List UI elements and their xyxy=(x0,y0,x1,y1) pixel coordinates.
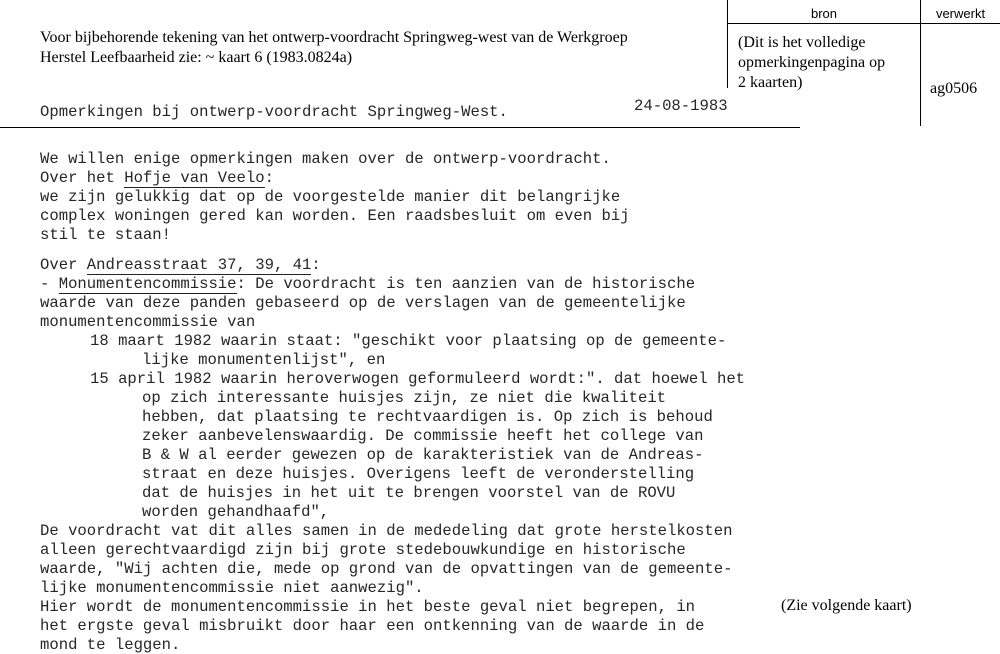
body-line: monumentencommissie van xyxy=(40,313,256,331)
line-prefix: Over xyxy=(40,256,87,274)
underlined-heading: Monumentencommissie xyxy=(58,275,237,293)
line-suffix: : De voordracht is ten aanzien van de historische xyxy=(236,275,696,293)
body-line: dat de huisjes in het uit te brengen voorstel van de ROVU xyxy=(142,484,676,502)
body-line: 18 maart 1982 waarin staat: "geschikt voor plaatsing op de gemeente- xyxy=(90,332,727,350)
body-line: hebben, dat plaatsing te rechtvaardigen is. Op zich is behoud xyxy=(142,408,713,426)
body-line: straat en deze huisjes. Overigens leeft de veronderstelling xyxy=(142,465,695,483)
body-line: stil te staan! xyxy=(40,226,172,244)
body-line: waarde, "Wij achten die, mede op grond van de opvattingen van de gemeente- xyxy=(40,560,733,578)
body-line: op zich interessante huisjes zijn, ze niet die kwaliteit xyxy=(142,389,667,407)
body-line: waarde van deze panden gebaseerd op de verslagen van de gemeentelijke xyxy=(40,294,686,312)
line-prefix: Over het xyxy=(40,169,125,187)
body-line: We willen enige opmerkingen maken over de ontwerp-voordracht. xyxy=(40,150,611,168)
bron-note-line: opmerkingenpagina op xyxy=(738,54,886,71)
underlined-heading: Hofje van Veelo xyxy=(124,169,265,187)
bron-column-header: bron xyxy=(810,6,838,21)
header-note-line-2: Herstel Leefbaarheid zie: ~ kaart 6 (1983.0824a) xyxy=(40,49,353,66)
body-line: De voordracht vat dit alles samen in de mededeling dat grote herstelkosten xyxy=(40,522,733,540)
verwerkt-code: ag0506 xyxy=(930,80,978,97)
next-card-note: (Zie volgende kaart) xyxy=(781,597,912,614)
header-note xyxy=(40,28,700,68)
line-suffix: : xyxy=(264,169,274,187)
body-line: Hier wordt de monumentencommissie in het beste geval niet begrepen, in xyxy=(40,598,696,616)
header-box-rule xyxy=(727,23,1000,24)
body-line: B & W al eerder gewezen op de karakteristiek van de Andreas- xyxy=(142,446,704,464)
body-line: alleen gerechtvaardigd zijn bij grote stedebouwkundige en historische xyxy=(40,541,686,559)
document-date: 24-08-1983 xyxy=(634,97,728,115)
body-line: lijke monumentencommissie niet aanwezig". xyxy=(40,579,424,597)
body-line xyxy=(40,169,274,187)
body-line: complex woningen gered kan worden. Een raadsbesluit om even bij xyxy=(40,207,630,225)
bron-note-line: (Dit is het volledige xyxy=(738,34,866,51)
body-line: zeker aanbevelenswaardig. De commissie heeft het college van xyxy=(142,427,704,445)
title-rule xyxy=(0,127,800,128)
body-line: worden gehandhaafd", xyxy=(142,503,330,521)
body-line: mond te leggen. xyxy=(40,636,181,654)
body-line xyxy=(40,275,695,293)
header-note-line-1: Voor bijbehorende tekening van het ontwerp-voordracht Springweg-west van de Werkgroep xyxy=(40,29,628,46)
underlined-heading: Andreasstraat 37, 39, 41 xyxy=(86,256,312,274)
body-line: lijke monumentenlijst", en xyxy=(142,351,386,369)
line-suffix: : xyxy=(311,256,321,274)
body-line xyxy=(40,256,321,274)
body-line: 15 april 1982 waarin heroverwogen geformuleerd wordt:". dat hoewel het xyxy=(90,370,746,388)
line-prefix: - xyxy=(40,275,59,293)
document-title: Opmerkingen bij ontwerp-voordracht Springweg-West. xyxy=(40,103,508,121)
bron-note xyxy=(738,33,918,93)
body-line: het ergste geval misbruikt door haar een ontkenning van de waarde in de xyxy=(40,617,705,635)
verwerkt-column-header: verwerkt xyxy=(935,6,986,21)
body-line: we zijn gelukkig dat op de voorgestelde manier dit belangrijke xyxy=(40,188,621,206)
bron-note-line: 2 kaarten) xyxy=(738,74,803,91)
